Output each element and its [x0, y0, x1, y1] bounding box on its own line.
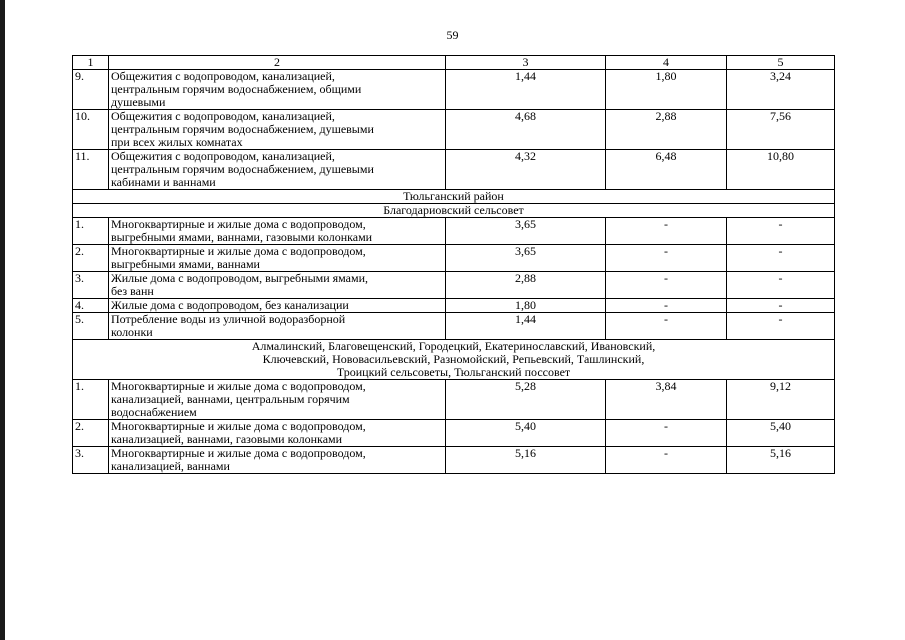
council-title [73, 340, 835, 380]
desc-line: центральным горячим водоснабжением, душевыми [111, 122, 374, 136]
value-col-5: 9,12 [727, 380, 835, 420]
desc-line: Многоквартирные и жилые дома с водопроводом, [111, 419, 366, 433]
row-number: 10. [73, 110, 109, 150]
council-line: Ключевский, Нововасильевский, Разномойский, Репьевский, Ташлинский, [262, 352, 645, 366]
header-col-5: 5 [727, 56, 835, 70]
table-row [73, 110, 835, 150]
value-col-5: - [727, 299, 835, 313]
value-col-5: 10,80 [727, 150, 835, 190]
value-col-4: 1,80 [606, 70, 727, 110]
header-col-3: 3 [446, 56, 606, 70]
row-number: 2. [73, 420, 109, 447]
desc-line: выгребными ямами, ваннами, газовыми колонками [111, 230, 373, 244]
value-col-5: 3,24 [727, 70, 835, 110]
row-description [109, 420, 446, 447]
row-description [109, 380, 446, 420]
table-row [73, 70, 835, 110]
value-col-4: - [606, 272, 727, 299]
desc-line: кабинами и ваннами [111, 175, 216, 189]
desc-line: колонки [111, 325, 153, 339]
row-number: 11. [73, 150, 109, 190]
row-number: 2. [73, 245, 109, 272]
value-col-5: - [727, 218, 835, 245]
table-row [73, 447, 835, 474]
desc-line: Многоквартирные и жилые дома с водопроводом, [111, 217, 366, 231]
desc-line: канализацией, ваннами [111, 459, 230, 473]
council-line: Алмалинский, Благовещенский, Городецкий, Екатеринославский, Ивановский, [251, 339, 656, 353]
value-col-4: - [606, 447, 727, 474]
desc-line: Общежития с водопроводом, канализацией, [111, 109, 335, 123]
row-description [109, 218, 446, 245]
desc-line: Жилые дома с водопроводом, выгребными ямами, [111, 271, 369, 285]
table-row [73, 245, 835, 272]
desc-line: Многоквартирные и жилые дома с водопроводом, [111, 446, 366, 460]
value-col-4: - [606, 218, 727, 245]
row-description [109, 272, 446, 299]
council-title: Благодариовский сельсовет [73, 204, 835, 218]
value-col-3: 2,88 [446, 272, 606, 299]
value-col-4: - [606, 420, 727, 447]
row-description [109, 299, 446, 313]
desc-line: без ванн [111, 284, 154, 298]
value-col-3: 5,16 [446, 447, 606, 474]
table-row [73, 272, 835, 299]
table-row [73, 313, 835, 340]
value-col-3: 4,32 [446, 150, 606, 190]
desc-line: душевыми [111, 95, 166, 109]
table-row [73, 218, 835, 245]
row-description [109, 313, 446, 340]
value-col-3: 1,44 [446, 313, 606, 340]
header-col-4: 4 [606, 56, 727, 70]
desc-line: канализацией, ваннами, газовыми колонками [111, 432, 343, 446]
value-col-5: - [727, 272, 835, 299]
value-col-4: - [606, 245, 727, 272]
value-col-5: 5,40 [727, 420, 835, 447]
council-line: Троицкий сельсоветы, Тюльганский поссовет [336, 365, 571, 379]
row-number: 1. [73, 218, 109, 245]
desc-line: Общежития с водопроводом, канализацией, [111, 149, 335, 163]
tariff-table [72, 55, 835, 474]
council-row [73, 340, 835, 380]
value-col-5: - [727, 245, 835, 272]
table-header-row [73, 56, 835, 70]
table-row [73, 380, 835, 420]
desc-line: Потребление воды из уличной водоразборной [111, 312, 346, 326]
value-col-5: - [727, 313, 835, 340]
council-row [73, 204, 835, 218]
value-col-5: 7,56 [727, 110, 835, 150]
header-col-1: 1 [73, 56, 109, 70]
value-col-3: 4,68 [446, 110, 606, 150]
value-col-4: - [606, 313, 727, 340]
district-row [73, 190, 835, 204]
value-col-5: 5,16 [727, 447, 835, 474]
desc-line: канализацией, ваннами, центральным горячим [111, 392, 350, 406]
desc-line: Многоквартирные и жилые дома с водопроводом, [111, 379, 366, 393]
row-number: 1. [73, 380, 109, 420]
value-col-4: 3,84 [606, 380, 727, 420]
row-description [109, 245, 446, 272]
scan-edge-bar [0, 0, 5, 640]
desc-line: Многоквартирные и жилые дома с водопроводом, [111, 244, 366, 258]
row-number: 3. [73, 447, 109, 474]
table-row [73, 420, 835, 447]
value-col-4: - [606, 299, 727, 313]
desc-line: Жилые дома с водопроводом, без канализации [111, 298, 349, 312]
desc-line: водоснабжением [111, 405, 197, 419]
row-description [109, 110, 446, 150]
value-col-3: 1,80 [446, 299, 606, 313]
value-col-3: 5,28 [446, 380, 606, 420]
desc-line: выгребными ямами, ваннами [111, 257, 260, 271]
table-row [73, 299, 835, 313]
page-number: 59 [446, 28, 459, 42]
desc-line: центральным горячим водоснабжением, общими [111, 82, 362, 96]
value-col-3: 5,40 [446, 420, 606, 447]
row-number: 5. [73, 313, 109, 340]
row-number: 9. [73, 70, 109, 110]
row-description [109, 150, 446, 190]
desc-line: Общежития с водопроводом, канализацией, [111, 69, 335, 83]
value-col-4: 2,88 [606, 110, 727, 150]
value-col-3: 3,65 [446, 245, 606, 272]
row-number: 4. [73, 299, 109, 313]
value-col-3: 3,65 [446, 218, 606, 245]
table-row [73, 150, 835, 190]
value-col-4: 6,48 [606, 150, 727, 190]
row-number: 3. [73, 272, 109, 299]
header-col-2: 2 [109, 56, 446, 70]
district-title: Тюльганский район [73, 190, 835, 204]
row-description [109, 447, 446, 474]
value-col-3: 1,44 [446, 70, 606, 110]
desc-line: при всех жилых комнатах [111, 135, 243, 149]
row-description [109, 70, 446, 110]
desc-line: центральным горячим водоснабжением, душевыми [111, 162, 374, 176]
